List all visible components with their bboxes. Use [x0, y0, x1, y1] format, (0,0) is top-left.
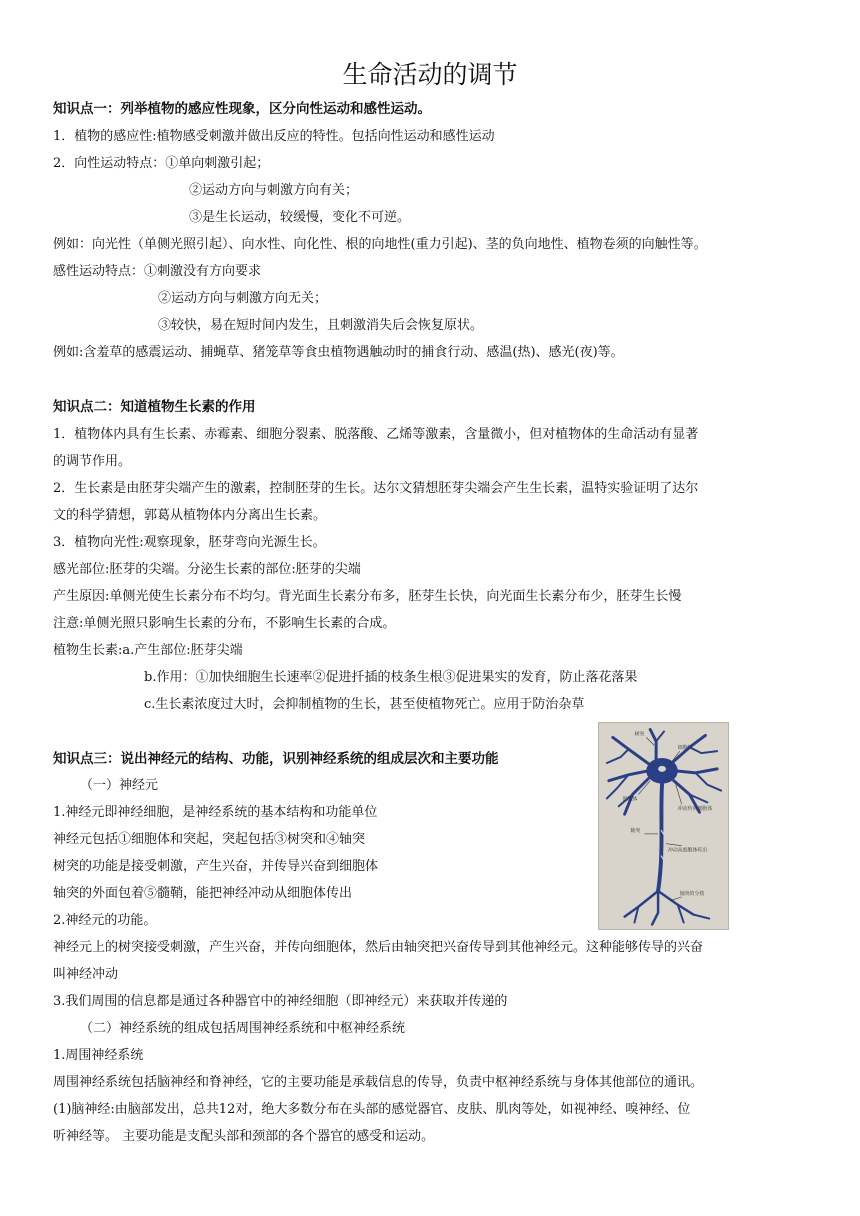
- axon-label: 轴突: [630, 827, 641, 834]
- section1-heading: 知识点一：列举植物的感应性现象，区分向性运动和感性运动。: [53, 101, 431, 117]
- section3-line: 叫神经冲动: [53, 967, 119, 982]
- section2-line: b.作用：①加快细胞生长速率②促进扦插的枝条生根③促进果实的发育，防止落花落果: [144, 670, 638, 685]
- section2-line: 1．植物体内具有生长素、赤霉素、细胞分裂素、脱落酸、乙烯等激素，含量微小，但对植物体的生命活动有显著: [53, 427, 699, 442]
- section1-line: ③是生长运动，较缓慢，变化不可逆。: [189, 210, 411, 225]
- section2-heading: 知识点二：知道植物生长素的作用: [53, 399, 256, 415]
- section2-line: 文的科学猜想，郭葛从植物体内分离出生长素。: [53, 508, 327, 523]
- section1-line: ③较快，易在短时间内发生，且刺激消失后会恢复原状。: [158, 318, 484, 333]
- section3-line: 2.神经元的功能。: [53, 913, 157, 928]
- section3-line: 周围神经系统包括脑神经和脊神经，它的主要功能是承载信息的传导，负责中枢神经系统与身体其他部位的通讯。: [53, 1075, 704, 1090]
- nucleus-shape: [658, 766, 666, 772]
- section1-line: ②运动方向与刺激方向有关；: [189, 183, 359, 198]
- section3-line: 树突的功能是接受刺激，产生兴奋，并传导兴奋到细胞体: [53, 859, 379, 874]
- section1-line: 感性运动特点：①刺激没有方向要求: [53, 264, 262, 279]
- section3-line: 1.周围神经系统: [53, 1048, 144, 1063]
- section3-line: 听神经等。 主要功能是支配头部和颈部的各个器官的感受和运动。: [53, 1129, 435, 1144]
- nucleus-label: 细胞核: [677, 745, 693, 752]
- section3-line: 神经元上的树突接受刺激，产生兴奋，并传向细胞体，然后由轴突把兴奋传导到其他神经元。这种能够传导的兴奋: [53, 940, 704, 955]
- section3-line: （二）神经系统的组成包括周围神经系统和中枢神经系统: [80, 1021, 406, 1036]
- section2-line: 感光部位:胚芽的尖端。分泌生长素的部位:胚芽的尖端: [53, 562, 361, 577]
- dendrite-label: 树突: [634, 731, 645, 738]
- section3-line: 神经元包括①细胞体和突起，突起包括③树突和④轴突: [53, 832, 366, 847]
- section2-line: 3．植物向光性:观察现象，胚芽弯向光源生长。: [53, 535, 326, 550]
- section1-line: 1．植物的感应性:植物感受刺激并做出反应的特性。包括向性运动和感性运动: [53, 129, 495, 144]
- section1-line: 例如：向光性（单侧光照引起）、向水性、向化性、根的向地性(重力引起)、茎的负向地性、植物卷须的向触性等。: [53, 237, 707, 252]
- section2-line: 产生原因:单侧光使生长素分布不均匀。背光面生长素分布多，胚芽生长快，向光面生长素分布少，胚芽生长慢: [53, 589, 682, 604]
- section2-line: 注意:单侧光照只影响生长素的分布，不影响生长素的合成。: [53, 616, 396, 631]
- neuron-diagram: [598, 722, 729, 930]
- section3-line: (1)脑神经:由脑部发出，总共12对，绝大多数分布在头部的感觉器官、皮肤、肌肉等处，如视神经、嗅神经、位: [53, 1102, 691, 1117]
- section1-line: ②运动方向与刺激方向无关；: [158, 291, 328, 306]
- section2-line: 2．生长素是由胚芽尖端产生的激素，控制胚芽的生长。达尔文猜想胚芽尖端会产生生长素，温特实验证明了达尔: [53, 481, 699, 496]
- impulse-out-label: 冲动从细胞体传出: [667, 847, 708, 854]
- cell-body-label: 细胞体: [622, 796, 638, 803]
- section3-line: 3.我们周围的信息都是通过各种器官中的神经细胞（即神经元）来获取并传递的: [53, 994, 508, 1009]
- impulse-in-label: 冲动传向细胞体: [677, 806, 713, 813]
- axon-branch-label: 轴突的分枝: [679, 890, 705, 897]
- neuron-diagram-svg: [599, 723, 728, 929]
- section3-line: 1.神经元即神经细胞，是神经系统的基本结构和功能单位: [53, 805, 378, 820]
- section2-line: 植物生长素:a.产生部位:胚芽尖端: [53, 643, 243, 658]
- section1-line: 2．向性运动特点：①单向刺激引起；: [53, 156, 270, 171]
- section1-line: 例如:含羞草的感震运动、捕蝇草、猪笼草等食虫植物遇触动时的捕食行动、感温(热)、感光(夜)等。: [53, 345, 624, 360]
- section2-line: c.生长素浓度过大时，会抑制植物的生长，甚至使植物死亡。应用于防治杂草: [144, 697, 585, 712]
- section3-line: （一）神经元: [80, 778, 159, 793]
- section3-line: 轴突的外面包着⑤髓鞘，能把神经冲动从细胞体传出: [53, 886, 353, 901]
- section2-line: 的调节作用。: [53, 454, 132, 469]
- page-title: 生命活动的调节: [342, 60, 518, 89]
- section3-heading: 知识点三：说出神经元的结构、功能，识别神经系统的组成层次和主要功能: [53, 751, 499, 767]
